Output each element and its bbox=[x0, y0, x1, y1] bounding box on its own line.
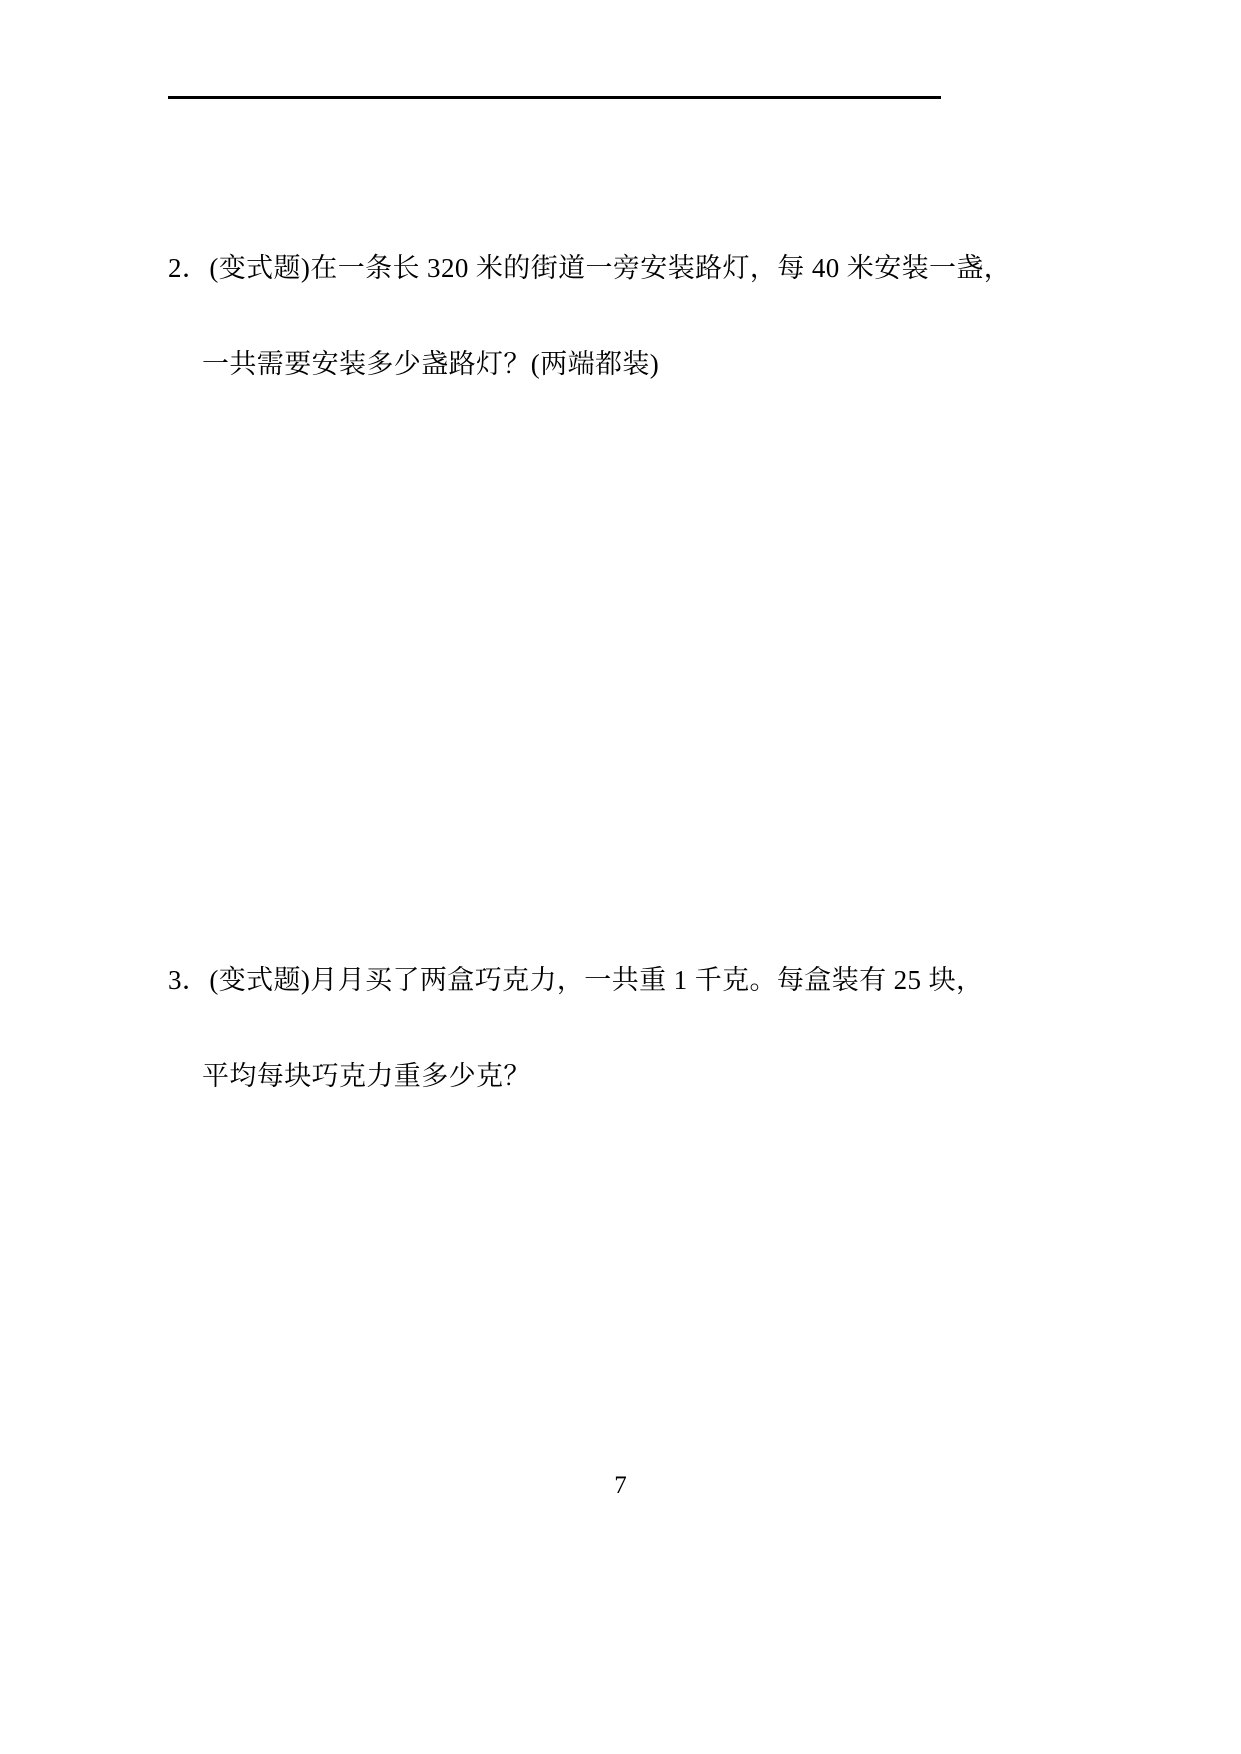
problem-2-text-2: 一共需要安装多少盏路灯？(两端都装) bbox=[202, 349, 660, 379]
problem-3-line-1 bbox=[168, 932, 1073, 1028]
answer-space-2 bbox=[168, 412, 1073, 932]
page-number: 7 bbox=[614, 1472, 627, 1499]
document-content bbox=[168, 220, 1073, 1554]
problem-2-number: 2． bbox=[168, 253, 210, 283]
problem-2 bbox=[168, 220, 1073, 412]
problem-3-text-2: 平均每块巧克力重多少克？ bbox=[202, 1061, 531, 1091]
problem-3-number: 3． bbox=[168, 965, 210, 995]
problem-2-line-1 bbox=[168, 220, 1073, 316]
problem-2-line-2 bbox=[168, 316, 1073, 412]
problem-3-line-2 bbox=[168, 1028, 1073, 1124]
header-rule bbox=[168, 96, 941, 99]
problem-3-text-1: (变式题)月月买了两盒巧克力，一共重 1 千克。每盒装有 25 块， bbox=[209, 965, 984, 995]
problem-2-text-1: (变式题)在一条长 320 米的街道一旁安装路灯，每 40 米安装一盏， bbox=[209, 253, 1012, 283]
problem-3 bbox=[168, 932, 1073, 1124]
